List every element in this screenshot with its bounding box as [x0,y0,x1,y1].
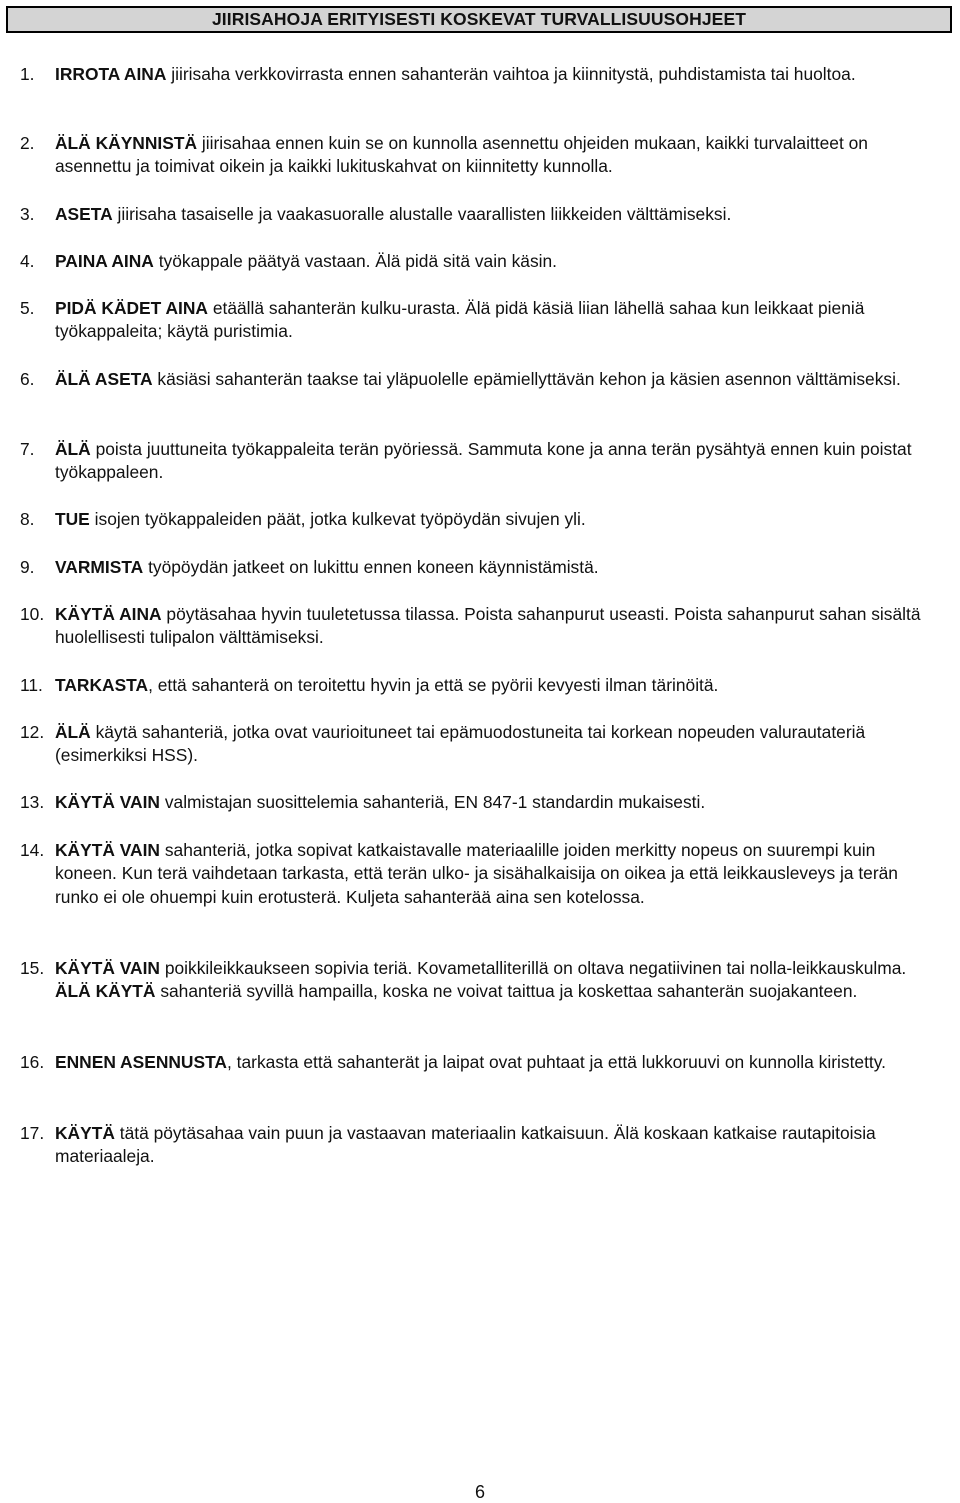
list-item [20,132,940,179]
list-item [20,957,940,1004]
list-item [20,1051,940,1074]
item-text: PAINA AINA työkappale päätyä vastaan. Älä pidä sitä vain käsin. [55,251,558,271]
list-item [20,721,940,768]
list-item [20,839,940,909]
list-item [20,438,940,485]
item-number: 5. [20,298,35,318]
item-number: 4. [20,251,35,271]
item-number: 17. [20,1123,45,1143]
list-item [20,297,940,344]
list-item [20,203,940,226]
item-text: KÄYTÄ tätä pöytäsahaa vain puun ja vastaavan materiaalin katkaisuun. Älä koskaan katkaise rautapitoisia materiaaleja. [55,1123,876,1167]
list-item [20,63,940,86]
item-number: 6. [20,369,35,389]
list-item [20,674,940,697]
item-text: IRROTA AINA jiirisaha verkkovirrasta ennen sahanterän vaihtoa ja kiinnitystä, puhdistamista tai huoltoa. [55,64,856,84]
list-item [20,250,940,273]
item-number: 14. [20,840,45,860]
item-number: 11. [20,675,43,695]
list-item [20,1122,940,1169]
item-text: ENNEN ASENNUSTA, tarkasta että sahanterät ja laipat ovat puhtaat ja että lukkoruuvi on kunnolla kiristetty. [55,1052,886,1072]
item-text: KÄYTÄ VAIN valmistajan suosittelemia sahanteriä, EN 847-1 standardin mukaisesti. [55,792,706,812]
item-number: 7. [20,439,35,459]
list-item [20,508,940,531]
item-text: ÄLÄ ASETA käsiäsi sahanterän taakse tai yläpuolelle epämiellyttävän kehon ja käsien asennon välttämiseksi. [55,369,901,389]
item-number: 2. [20,133,35,153]
list-item [20,603,940,650]
item-number: 3. [20,204,35,224]
item-text: ÄLÄ poista juuttuneita työkappaleita terän pyöriessä. Sammuta kone ja anna terän pysähtyä ennen kuin poistat työkappaleen. [55,439,912,483]
item-number: 13. [20,792,45,812]
item-number: 1. [20,64,35,84]
item-text: ASETA jiirisaha tasaiselle ja vaakasuoralle alustalle vaarallisten liikkeiden välttämiseksi. [55,204,732,224]
item-text: KÄYTÄ VAIN poikkileikkaukseen sopivia teriä. Kovametalliterillä on oltava negatiivinen tai nolla-leikkauskulma. ÄLÄ KÄYTÄ sahanteriä syvillä hampailla, koska ne voivat taittua ja koskettaa sahanterän suojakanteen. [55,958,907,1002]
page-number: 6 [474,1482,485,1502]
list-item [20,791,940,814]
item-number: 12. [20,722,45,742]
item-number: 16. [20,1052,45,1072]
list-item [20,368,940,391]
item-text: TUE isojen työkappaleiden päät, jotka kulkevat työpöydän sivujen yli. [55,509,586,529]
item-number: 9. [20,557,35,577]
item-text: TARKASTA, että sahanterä on teroitettu hyvin ja että se pyörii kevyesti ilman tärinöitä. [55,675,719,695]
item-text: ÄLÄ KÄYNNISTÄ jiirisahaa ennen kuin se on kunnolla asennettu ohjeiden mukaan, kaikki turvalaitteet on asennettu ja toimivat oikein ja kaikki lukituskahvat on kiinnitetty kunnolla. [55,133,868,177]
item-text: PIDÄ KÄDET AINA etäällä sahanterän kulku-urasta. Älä pidä käsiä liian lähellä sahaa kun leikkaat pieniä työkappaleita; käytä puristimia. [55,298,865,342]
item-text: KÄYTÄ VAIN sahanteriä, jotka sopivat katkaistavalle materiaalille joiden merkitty nopeus on suurempi kuin koneen. Kun terä vaihdetaan tarkasta, että terän ulko- ja sisähalkaisija on oikea ja että leikkausleveys ja terän runko ei ole ohuempi kuin erotusterä. Kuljeta sahanterää aina sen kotelossa. [55,840,898,907]
item-text: KÄYTÄ AINA pöytäsahaa hyvin tuuletetussa tilassa. Poista sahanpurut useasti. Poista sahanpurut sahan sisältä huolellisesti tulipalon välttämiseksi. [55,604,921,648]
section-title: JIIRISAHOJA ERITYISESTI KOSKEVAT TURVALLISUUSOHJEET [6,6,952,33]
item-number: 10. [20,604,45,624]
item-number: 15. [20,958,45,978]
item-number: 8. [20,509,35,529]
item-text: VARMISTA työpöydän jatkeet on lukittu ennen koneen käynnistämistä. [55,557,599,577]
item-text: ÄLÄ käytä sahanteriä, jotka ovat vaurioituneet tai epämuodostuneita tai korkean nopeuden valurautateriä (esimerkiksi HSS). [55,722,866,766]
list-item [20,556,940,579]
